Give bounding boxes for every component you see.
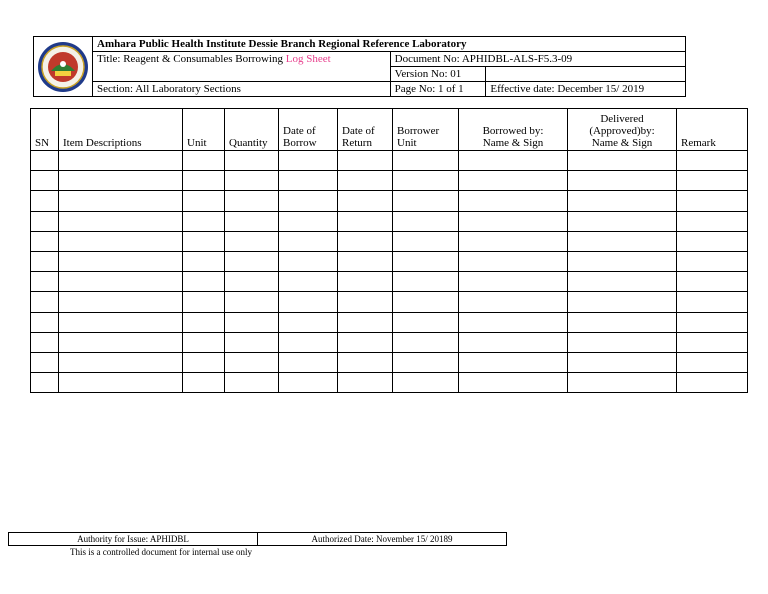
table-cell[interactable] <box>31 373 59 393</box>
table-cell[interactable] <box>338 292 393 312</box>
table-cell[interactable] <box>393 191 459 211</box>
table-cell[interactable] <box>183 231 225 251</box>
col-date-borrow: Date of Borrow <box>279 109 338 151</box>
table-cell[interactable] <box>393 332 459 352</box>
table-cell[interactable] <box>225 251 279 271</box>
table-cell[interactable] <box>459 151 568 171</box>
table-cell[interactable] <box>59 231 183 251</box>
table-cell[interactable] <box>225 191 279 211</box>
table-cell[interactable] <box>393 272 459 292</box>
table-cell[interactable] <box>677 151 748 171</box>
institute-name: Amhara Public Health Institute Dessie Branch Regional Reference Laboratory <box>93 37 686 52</box>
table-cell[interactable] <box>279 151 338 171</box>
table-row <box>31 251 748 271</box>
table-cell[interactable] <box>568 292 677 312</box>
table-cell[interactable] <box>279 312 338 332</box>
table-cell[interactable] <box>568 272 677 292</box>
table-row <box>31 272 748 292</box>
table-cell[interactable] <box>393 231 459 251</box>
table-cell[interactable] <box>59 191 183 211</box>
table-cell[interactable] <box>225 231 279 251</box>
table-cell[interactable] <box>459 332 568 352</box>
table-cell[interactable] <box>183 211 225 231</box>
table-cell[interactable] <box>183 312 225 332</box>
institute-seal-icon <box>37 41 89 93</box>
table-cell[interactable] <box>568 151 677 171</box>
table-body <box>31 151 748 393</box>
table-cell[interactable] <box>568 352 677 372</box>
table-cell[interactable] <box>183 251 225 271</box>
table-cell[interactable] <box>338 151 393 171</box>
table-cell[interactable] <box>393 352 459 372</box>
table-cell[interactable] <box>393 251 459 271</box>
table-cell[interactable] <box>279 251 338 271</box>
table-cell[interactable] <box>59 352 183 372</box>
table-cell[interactable] <box>225 312 279 332</box>
table-cell[interactable] <box>31 352 59 372</box>
table-cell[interactable] <box>568 231 677 251</box>
table-cell[interactable] <box>279 191 338 211</box>
table-cell[interactable] <box>225 171 279 191</box>
table-cell[interactable] <box>459 292 568 312</box>
document-number: Document No: APHIDBL-ALS-F5.3-09 <box>390 52 685 67</box>
col-item: Item Descriptions <box>59 109 183 151</box>
table-cell[interactable] <box>225 272 279 292</box>
table-cell[interactable] <box>31 251 59 271</box>
authorized-date: Authorized Date: November 15/ 20189 <box>258 533 507 546</box>
table-cell[interactable] <box>393 171 459 191</box>
table-cell[interactable] <box>568 312 677 332</box>
table-cell[interactable] <box>677 292 748 312</box>
table-cell[interactable] <box>31 191 59 211</box>
table-cell[interactable] <box>677 312 748 332</box>
authority-for-issue: Authority for Issue: APHIDBL <box>9 533 258 546</box>
table-row <box>31 312 748 332</box>
table-cell[interactable] <box>225 151 279 171</box>
table-cell[interactable] <box>225 211 279 231</box>
table-cell[interactable] <box>31 272 59 292</box>
col-borrower-unit: Borrower Unit <box>393 109 459 151</box>
table-cell[interactable] <box>677 332 748 352</box>
table-cell[interactable] <box>279 352 338 372</box>
document-header <box>33 36 686 97</box>
table-row <box>31 332 748 352</box>
table-cell[interactable] <box>279 211 338 231</box>
document-footer <box>8 532 507 546</box>
table-cell[interactable] <box>31 171 59 191</box>
table-row <box>31 191 748 211</box>
table-cell[interactable] <box>338 332 393 352</box>
table-cell[interactable] <box>677 352 748 372</box>
table-cell[interactable] <box>279 332 338 352</box>
table-cell[interactable] <box>31 292 59 312</box>
table-cell[interactable] <box>677 211 748 231</box>
table-cell[interactable] <box>677 272 748 292</box>
table-cell[interactable] <box>59 373 183 393</box>
col-remark: Remark <box>677 109 748 151</box>
version-blank <box>486 67 686 82</box>
table-cell[interactable] <box>59 171 183 191</box>
table-cell[interactable] <box>393 292 459 312</box>
table-cell[interactable] <box>59 251 183 271</box>
table-row <box>31 373 748 393</box>
table-cell[interactable] <box>568 211 677 231</box>
table-cell[interactable] <box>338 211 393 231</box>
controlled-document-note: This is a controlled document for internal use only <box>70 547 252 557</box>
table-cell[interactable] <box>459 231 568 251</box>
table-cell[interactable] <box>459 272 568 292</box>
table-cell[interactable] <box>459 251 568 271</box>
table-cell[interactable] <box>59 151 183 171</box>
table-cell[interactable] <box>225 332 279 352</box>
table-cell[interactable] <box>459 352 568 372</box>
table-cell[interactable] <box>183 292 225 312</box>
table-cell[interactable] <box>338 251 393 271</box>
page-number: Page No: 1 of 1 <box>390 82 486 97</box>
table-cell[interactable] <box>183 272 225 292</box>
table-cell[interactable] <box>459 171 568 191</box>
table-cell[interactable] <box>338 373 393 393</box>
col-borrowed-by: Borrowed by: Name & Sign <box>459 109 568 151</box>
version-number: Version No: 01 <box>390 67 486 82</box>
col-unit: Unit <box>183 109 225 151</box>
table-cell[interactable] <box>225 352 279 372</box>
col-quantity: Quantity <box>225 109 279 151</box>
table-cell[interactable] <box>568 332 677 352</box>
table-cell[interactable] <box>568 191 677 211</box>
table-cell[interactable] <box>677 191 748 211</box>
table-cell[interactable] <box>279 231 338 251</box>
table-row <box>31 171 748 191</box>
col-date-return: Date of Return <box>338 109 393 151</box>
table-cell[interactable] <box>459 312 568 332</box>
table-header-row <box>31 109 748 151</box>
table-row <box>31 352 748 372</box>
table-cell[interactable] <box>31 231 59 251</box>
table-cell[interactable] <box>59 312 183 332</box>
table-row <box>31 211 748 231</box>
table-cell[interactable] <box>225 292 279 312</box>
section-name: Section: All Laboratory Sections <box>93 82 391 97</box>
table-cell[interactable] <box>568 373 677 393</box>
table-cell[interactable] <box>677 171 748 191</box>
table-cell[interactable] <box>459 191 568 211</box>
table-cell[interactable] <box>279 373 338 393</box>
logo-cell <box>34 37 93 97</box>
table-cell[interactable] <box>31 312 59 332</box>
col-sn: SN <box>31 109 59 151</box>
table-cell[interactable] <box>459 211 568 231</box>
table-cell[interactable] <box>183 352 225 372</box>
table-cell[interactable] <box>338 272 393 292</box>
table-cell[interactable] <box>677 231 748 251</box>
table-cell[interactable] <box>31 151 59 171</box>
table-cell[interactable] <box>59 211 183 231</box>
table-cell[interactable] <box>225 373 279 393</box>
table-cell[interactable] <box>183 373 225 393</box>
table-cell[interactable] <box>183 191 225 211</box>
table-cell[interactable] <box>338 312 393 332</box>
table-cell[interactable] <box>568 171 677 191</box>
col-delivered-by: Delivered (Approved)by: Name & Sign <box>568 109 677 151</box>
table-cell[interactable] <box>338 191 393 211</box>
table-row <box>31 151 748 171</box>
table-cell[interactable] <box>183 171 225 191</box>
document-title <box>93 52 391 82</box>
table-cell[interactable] <box>338 171 393 191</box>
table-cell[interactable] <box>338 231 393 251</box>
table-cell[interactable] <box>279 171 338 191</box>
table-cell[interactable] <box>338 352 393 372</box>
table-cell[interactable] <box>279 292 338 312</box>
table-cell[interactable] <box>393 373 459 393</box>
table-cell[interactable] <box>279 272 338 292</box>
table-cell[interactable] <box>183 332 225 352</box>
effective-date: Effective date: December 15/ 2019 <box>486 82 686 97</box>
table-cell[interactable] <box>31 211 59 231</box>
table-cell[interactable] <box>393 151 459 171</box>
table-row <box>31 231 748 251</box>
table-cell[interactable] <box>459 373 568 393</box>
table-cell[interactable] <box>568 251 677 271</box>
table-cell[interactable] <box>59 332 183 352</box>
table-cell[interactable] <box>59 292 183 312</box>
table-cell[interactable] <box>393 211 459 231</box>
title-prefix: Title: Reagent & Consumables Borrowing <box>97 53 286 65</box>
table-cell[interactable] <box>677 373 748 393</box>
table-cell[interactable] <box>31 332 59 352</box>
table-cell[interactable] <box>677 251 748 271</box>
table-cell[interactable] <box>183 151 225 171</box>
title-highlight: Log Sheet <box>285 53 331 65</box>
table-cell[interactable] <box>59 272 183 292</box>
table-cell[interactable] <box>393 312 459 332</box>
borrowing-log-table <box>30 108 748 393</box>
table-row <box>31 292 748 312</box>
